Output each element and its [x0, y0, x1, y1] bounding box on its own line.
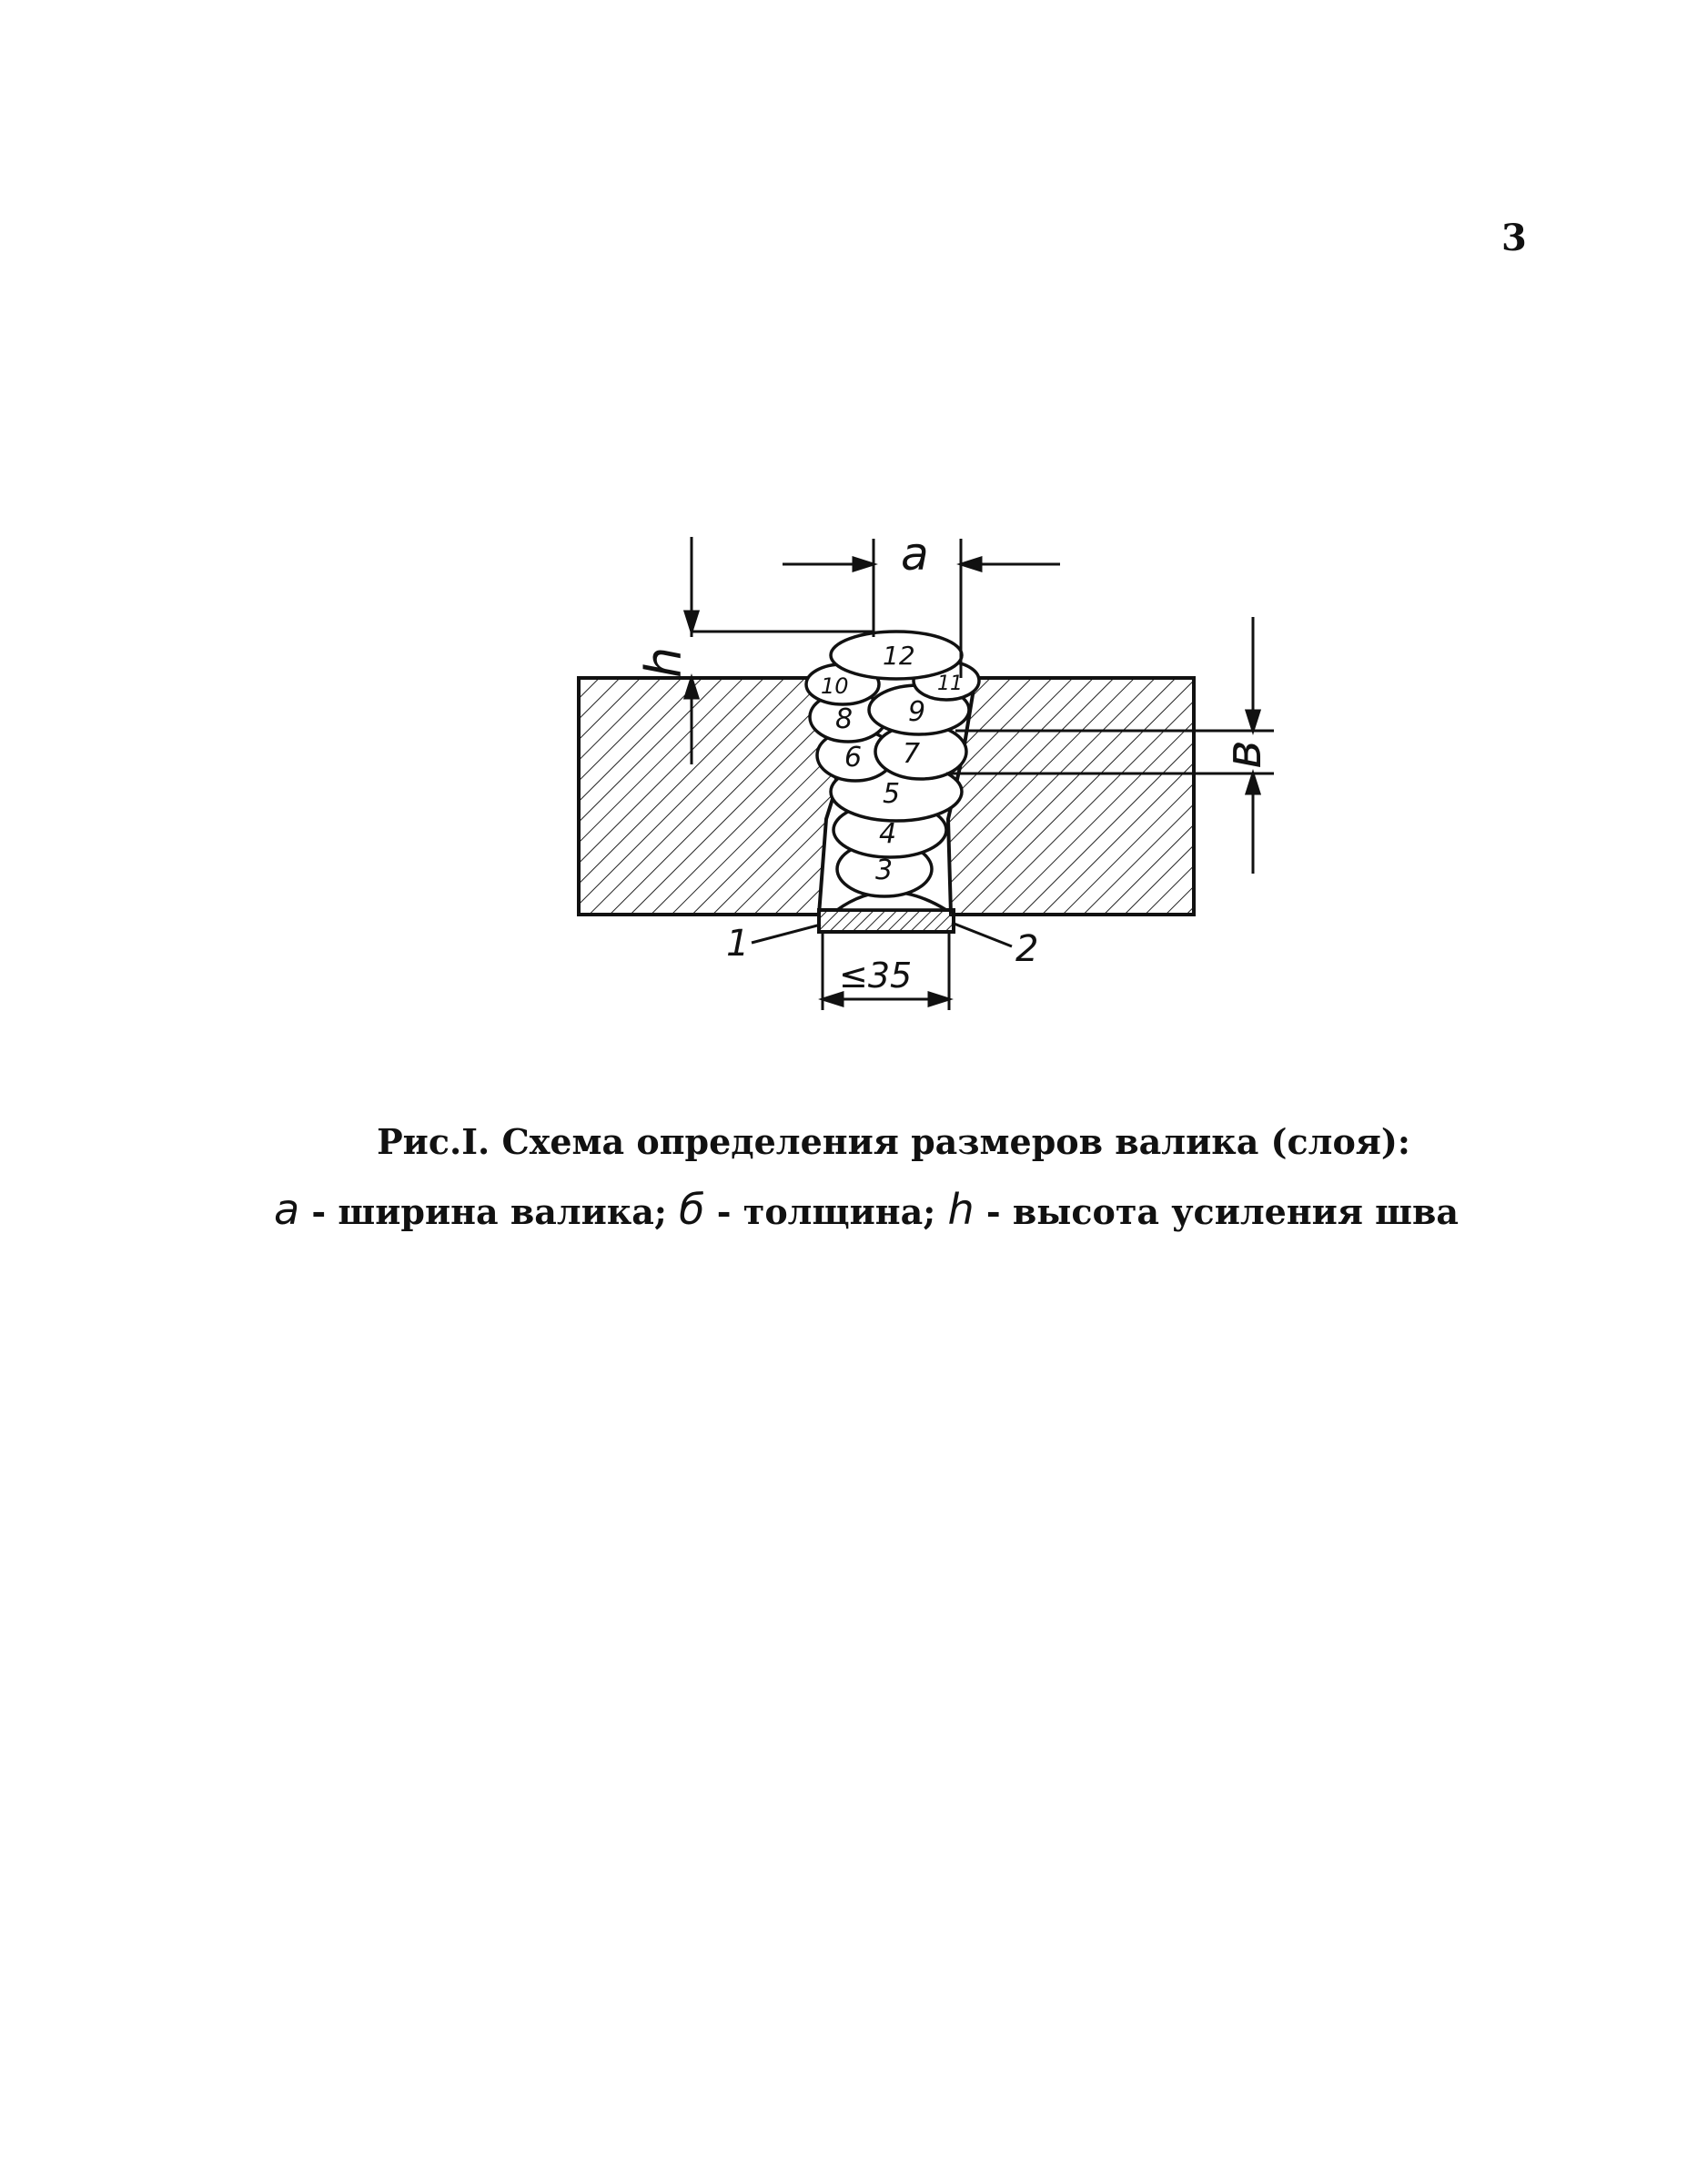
dimension-b-label: в: [1215, 740, 1272, 769]
bead-label-3: 3: [875, 854, 894, 886]
bead-label-5: 5: [883, 778, 901, 810]
dimension-a-label: a: [901, 528, 929, 581]
dimension-h-label: h: [635, 646, 692, 678]
bead-label-7: 7: [903, 738, 921, 770]
figure-caption-title: Рис.I. Схема определения размеров валика (слоя):: [377, 1121, 1410, 1162]
bead-label-11: 11: [937, 672, 963, 695]
bead-label-8: 8: [835, 703, 854, 735]
left-plate: [579, 678, 837, 915]
caption-def-b: - толщина;: [704, 1191, 948, 1232]
caption-symbol-a: a: [273, 1185, 300, 1234]
backing-strip: [819, 910, 954, 932]
caption-def-h: - высота усиления шва: [974, 1191, 1460, 1232]
gap-label: ≤35: [839, 956, 913, 996]
callout-2-label: 2: [1015, 928, 1039, 970]
bead-label-10: 10: [821, 673, 849, 699]
caption-def-a: - ширина валика;: [299, 1191, 680, 1232]
page-number: 3: [1501, 217, 1527, 259]
bead-label-9: 9: [908, 696, 926, 728]
caption-symbol-b: б: [679, 1185, 705, 1234]
bead-label-4: 4: [879, 818, 897, 850]
right-plate: [948, 678, 1194, 915]
bead-label-12: 12: [883, 641, 915, 671]
caption-symbol-h: h: [947, 1185, 975, 1234]
callout-1-label: 1: [726, 923, 750, 965]
bead-label-6: 6: [844, 742, 863, 774]
figure-caption-legend: [0, 1185, 1687, 1234]
